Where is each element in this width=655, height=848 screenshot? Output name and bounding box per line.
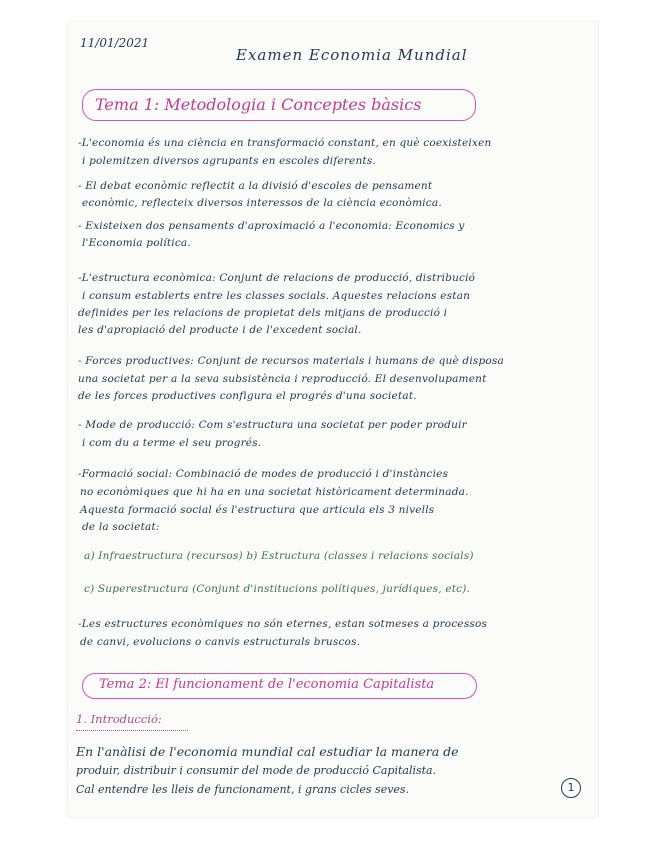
page-title: Examen Economia Mundial — [236, 46, 468, 64]
note-line: c) Superestructura (Conjunt d'institucions polítiques, jurídiques, etc). — [84, 583, 471, 595]
section-subheading: 1. Introducció: — [76, 712, 162, 726]
note-line: -L'estructura econòmica: Conjunt de relacions de producció, distribució — [78, 272, 476, 284]
note-line: - Forces productives: Conjunt de recursos materials i humans de què disposa — [78, 355, 504, 367]
subheading-underline — [76, 730, 188, 731]
note-line: Aquesta formació social és l'estructura que articula els 3 nivells — [80, 504, 435, 516]
date: 11/01/2021 — [80, 36, 150, 50]
note-line: no econòmiques que hi ha en una societat històricament determinada. — [80, 486, 469, 498]
note-line: i polemitzen diversos agrupants en escoles diferents. — [82, 155, 376, 167]
tema1-box — [82, 89, 476, 121]
note-line: les d'apropiació del producte i de l'excedent social. — [78, 324, 362, 336]
tema2-box — [82, 673, 477, 699]
note-line: i com du a terme el seu progrés. — [82, 437, 262, 449]
note-line: definides per les relacions de propietat dels mitjans de producció i — [78, 307, 448, 319]
note-line: de la societat: — [82, 521, 160, 533]
note-line: -L'economia és una ciència en transformació constant, en què coexisteixen — [78, 137, 492, 149]
section-line: En l'anàlisi de l'economia mundial cal estudiar la manera de — [76, 744, 459, 759]
note-line: a) Infraestructura (recursos) b) Estructura (classes i relacions socials) — [84, 550, 474, 562]
tema1-heading: Tema 1: Metodologia i Conceptes bàsics — [95, 95, 422, 114]
note-line: l'Economia política. — [82, 237, 191, 249]
section-line: Cal entendre les lleis de funcionament, i grans cicles seves. — [76, 783, 410, 796]
note-line: - Existeixen dos pensaments d'aproximació a l'economia: Economics y — [78, 220, 465, 232]
page-number: 1 — [561, 778, 581, 798]
note-line: de les forces productives configura el progrés d'una societat. — [78, 390, 417, 402]
note-line: de canvi, evolucions o canvis estructurals bruscos. — [80, 636, 361, 648]
note-line: -Les estructures econòmiques no són eternes, estan sotmeses a processos — [78, 618, 488, 630]
note-line: - El debat econòmic reflectit a la divisió d'escoles de pensament — [78, 180, 433, 192]
note-line: una societat per a la seva subsistència i reproducció. El desenvolupament — [78, 373, 487, 385]
note-line: -Formació social: Combinació de modes de producció i d'instàncies — [78, 468, 449, 480]
note-line: i consum establerts entre les classes socials. Aquestes relacions estan — [82, 290, 471, 302]
note-line: econòmic, reflecteix diversos interessos de la ciència econòmica. — [82, 197, 442, 209]
tema2-heading: Tema 2: El funcionament de l'economia Capitalista — [99, 677, 435, 692]
note-line: - Mode de producció: Com s'estructura una societat per poder produir — [78, 419, 467, 431]
section-line: produir, distribuir i consumir del mode de producció Capitalista. — [76, 764, 437, 777]
notebook-page — [68, 22, 598, 817]
